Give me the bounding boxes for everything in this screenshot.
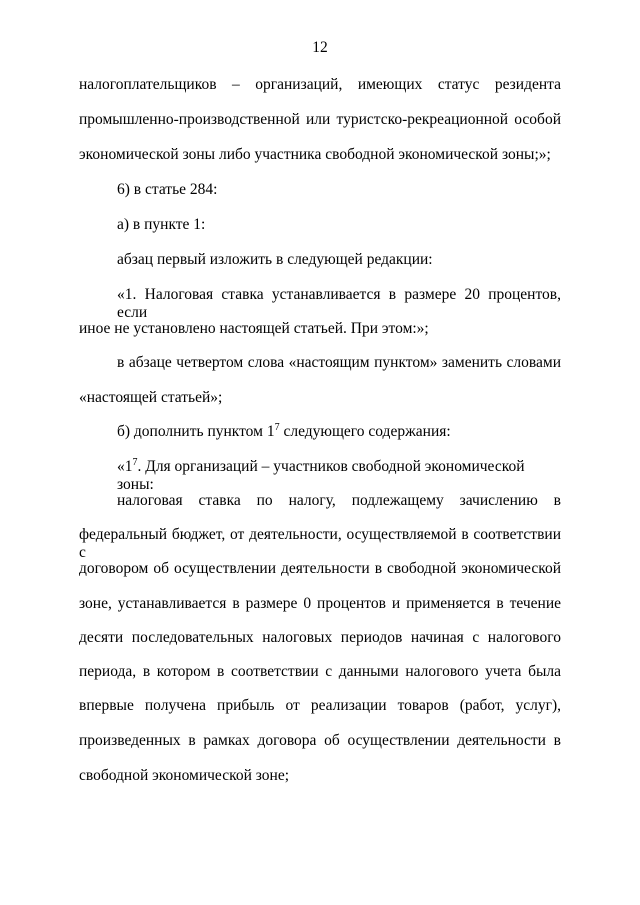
page-number: 12 [312,39,328,56]
item-a-heading: а) в пункте 1: [117,216,206,233]
tax-rate-line-1: налоговая ставка по налогу, подлежащему зачислению в [117,492,561,509]
quoted-clause-line-2: иное не установлено настоящей статьей. При этом:»; [79,320,429,337]
item-6-heading: 6) в статье 284: [117,181,218,198]
paragraph-instruction: абзац первый изложить в следующей редакции: [117,251,433,268]
item-b-text-after: следующего содержания: [279,423,451,440]
new-clause-text-before: «1 [117,458,133,475]
tax-rate-line-9: свободной экономической зоне; [79,767,289,784]
body-line-2: промышленно-производственной или туристско-рекреационной особой [79,111,561,128]
tax-rate-line-6: периода, в котором в соответствии с данными налогового учета была [79,663,561,680]
tax-rate-line-8: произведенных в рамках договора об осуществлении деятельности в [79,732,561,749]
new-clause-heading [79,458,561,494]
item-b-superscript: 7 [274,422,280,433]
tax-rate-line-7: впервые получена прибыль от реализации товаров (работ, услуг), [79,697,561,714]
new-clause-text-after: . Для организаций – участников свободной экономической зоны: [117,458,525,493]
tax-rate-line-5: десяти последовательных налоговых периодов начиная с налогового [79,629,561,646]
body-line-1: налогоплательщиков – организаций, имеющих статус резидента [79,76,561,93]
item-b-text-before: б) дополнить пунктом 1 [117,423,275,440]
quoted-clause-line-1: «1. Налоговая ставка устанавливается в размере 20 процентов, если [117,286,561,321]
replace-instruction-line-1: в абзаце четвертом слова «настоящим пунктом» заменить словами [117,354,561,371]
tax-rate-line-2: федеральный бюджет, от деятельности, осуществляемой в соответствии с [79,526,561,561]
replace-instruction-line-2: «настоящей статьей»; [79,389,223,406]
item-b-heading [79,423,561,441]
tax-rate-line-3: договором об осуществлении деятельности в свободной экономической [79,560,561,577]
tax-rate-line-4: зоне, устанавливается в размере 0 процентов и применяется в течение [79,595,561,612]
body-line-3: экономической зоны либо участника свободной экономической зоны;»; [79,146,551,163]
new-clause-superscript: 7 [132,457,138,468]
